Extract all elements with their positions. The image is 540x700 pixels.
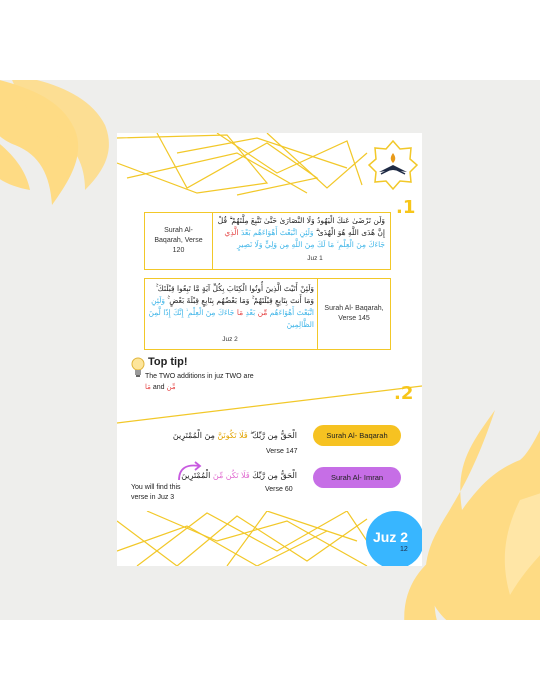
verse-label-1: Verse 147 [266,448,298,455]
ayah-1-black: وَلَن تَرْضَىٰ عَنكَ الْيَهُودُ وَلَا النَّصَارَىٰ حَتَّىٰ تَتَّبِعَ مِلَّتَهُمْ ۗ قُلْ إِنَّ هُدَى اللَّهِ هُوَ الْهُدَىٰ ۗ [217,216,385,237]
ayah-1-blue-a: وَلَئِنِ اتَّبَعْتَ أَهْوَاءَهُم بَعْدَ [240,228,314,237]
tip-word-ma: مَا [145,383,151,391]
ayah-text-2 [148,283,314,331]
compare-2-pink: فَلَا تَكُن مِّنَ [212,471,250,480]
divider-line [117,368,422,428]
surah-label-2: Surah Al- Baqarah, Verse 145 [317,279,390,349]
compare-1-gold: فَلَا تَكُونَنَّ [217,431,248,440]
ayah-2-blue-a: وَلَئِنِ اتَّبَعْتَ أَهْوَاءَهُم [151,296,314,317]
ayah-2-blue-b: بَعْدِ [245,308,256,317]
tip-word-min: مِّن [166,383,176,391]
juz-3-note: You will find this verse in Juz 3 [131,484,181,501]
ayah-2-red-b: مَا [236,308,244,317]
tip-text: The TWO additions in juz TWO are [145,373,254,380]
juz-label-1: Juz 1 [307,255,323,262]
compare-ayah-1 [157,430,297,442]
quran-logo-icon [367,139,419,191]
ayah-box-2 [144,278,391,350]
page-number: 12 [400,546,408,553]
ayah-2-red-a: مِّن [257,308,268,317]
worksheet-page [117,133,422,566]
ayah-2-blue-c: جَاءَكَ مِنَ الْعِلْمِ ۙ إِنَّكَ إِذًا لَّمِنَ الظَّالِمِينَ [148,308,314,329]
ayah-1-blue-b: جَاءَكَ مِنَ الْعِلْمِ ۙ مَا لَكَ مِنَ اللَّهِ مِن وَلِيٍّ وَلَا نَصِيرٍ [237,240,385,249]
surah-baqarah-button[interactable]: Surah Al- Baqarah [313,425,401,446]
curved-arrow-icon [175,460,203,482]
juz-label-2: Juz 2 [222,336,238,343]
compare-2-black-a: الْحَقُّ مِن رَّبِّكَ [252,471,297,480]
juz-badge-title: Juz 2 [373,529,409,545]
ayah-1-red: الَّذِي [224,228,239,237]
tip-title: Top tip! [148,356,188,368]
ayah-text-1 [217,215,385,251]
surah-label-1: Surah Al- Baqarah, Verse 120 [145,213,213,269]
compare-1-black-a: الْحَقُّ مِن رَّبِّكَ ۖ [250,431,297,440]
compare-1-black-b: مِنَ الْمُمْتَرِينَ [172,431,215,440]
surah-imran-button[interactable]: Surah Al- Imran [313,467,401,488]
verse-label-2: Verse 60 [265,486,293,493]
section-number-1: .1 [396,197,416,218]
ayah-box-1 [144,212,391,270]
ayah-2-black: وَلَئِنْ أَتَيْتَ الَّذِينَ أُوتُوا الْكِتَابَ بِكُلِّ آيَةٍ مَّا تَبِعُوا قِبْلَتَكَ ۚ وَمَا أَنتَ بِتَابِعٍ قِبْلَتَهُمْ ۚ وَمَا بَعْضُهُم بِتَابِعٍ قِبْلَةَ بَعْضٍ ۚ [155,284,314,305]
section-number-2: .2 [394,383,414,404]
tip-and: and [152,384,165,391]
compare-2-black-b: الْمُمْتَرِينَ [181,471,211,480]
